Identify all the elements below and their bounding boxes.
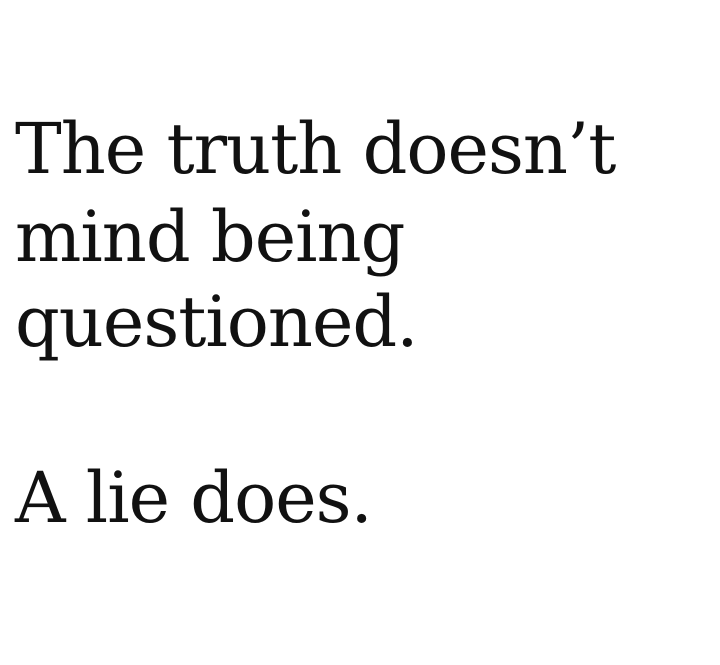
quote-punchline: A lie does.	[15, 457, 372, 539]
quote-line-3: questioned.	[15, 281, 418, 363]
quote-line-2: mind being	[15, 196, 405, 278]
quote-line-1: The truth doesn’t	[15, 108, 616, 190]
